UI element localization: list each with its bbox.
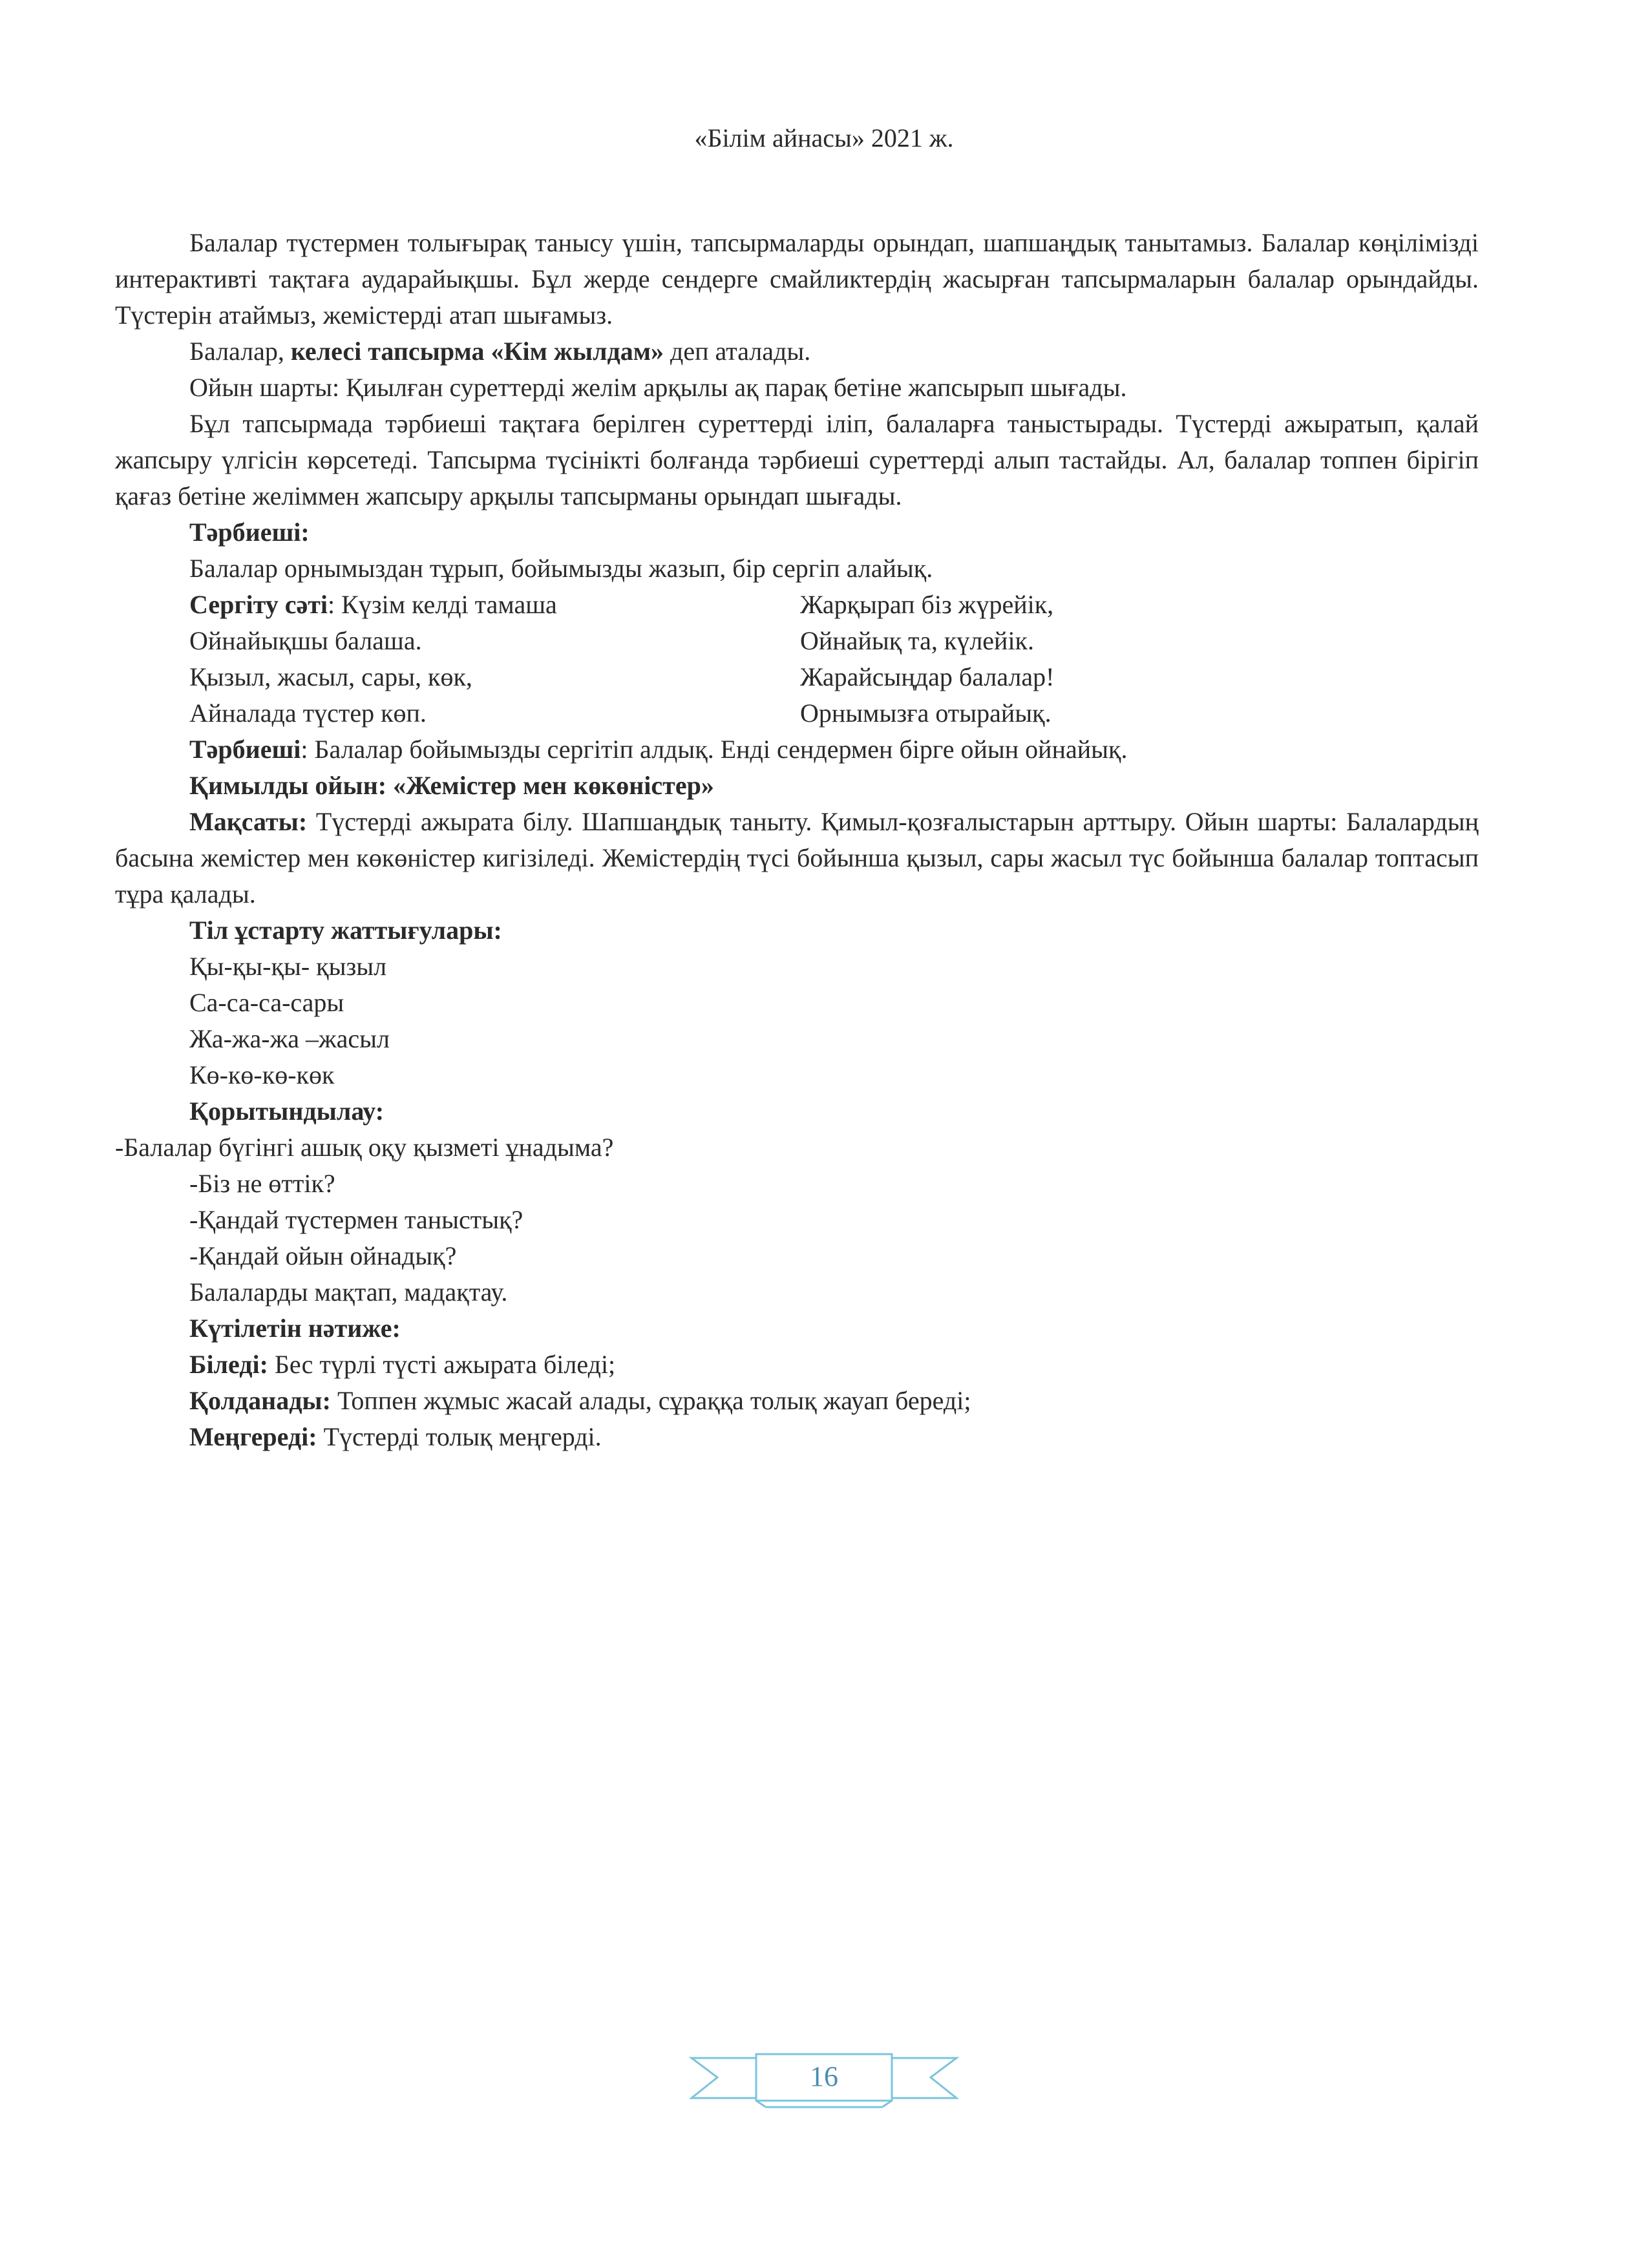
result-item <box>115 1419 1479 1455</box>
label: Қолданады: <box>189 1386 331 1415</box>
poem-line: Айналада түстер көп. <box>189 698 427 728</box>
list-item: Са-са-са-сары <box>189 988 344 1017</box>
text: Түстерді ажырата білу. Шапшаңдық таныту. Қимыл-қозғалыстарын арттыру. Ойын шарты: Балалардың басына жемістер мен көкөністер кигізіледі. Жемістердің түсі бойынша қызыл, сары жасыл түс бойынша балалар топтасып тұра қалады. <box>115 807 1479 908</box>
heading-text: Тіл ұстарту жаттығулары: <box>189 916 502 945</box>
poem-line: Жарқырап біз жүрейік, <box>800 590 1054 619</box>
running-header: «Білім айнасы» 2021 ж. <box>694 123 954 152</box>
page-number-ribbon <box>679 2039 969 2116</box>
poem-label: Сергіту сәті <box>189 590 328 619</box>
task-title: келесі тапсырма «Кім жылдам» <box>290 337 664 366</box>
question: -Қандай ойын ойнадық? <box>189 1241 457 1270</box>
paragraph: Бұл тапсырмада тәрбиеші тақтаға берілген суреттерді іліп, балаларға таныстырады. Түстерді ажыратып, қалай жапсыру үлгісін көрсетеді. Тапсырма түсінікті болғанда тәрбиеші суреттерді алып тастайды. Ал, балалар топпен бірігіп қағаз бетіне желіммен жапсыру арқылы тапсырманы орындап шығады. <box>115 409 1479 510</box>
label: Меңгереді: <box>189 1422 317 1451</box>
section-heading <box>115 1093 1479 1129</box>
list-item: Жа-жа-жа –жасыл <box>189 1024 390 1053</box>
section-heading <box>115 912 1479 949</box>
question: -Біз не өттік? <box>189 1169 335 1198</box>
heading-text: Қорытындылау: <box>189 1097 385 1126</box>
poem-line: Жарайсыңдар балалар! <box>800 662 1055 691</box>
paragraph: Ойын шарты: Қиылған суреттерді желім арқылы ақ парақ бетіне жапсырып шығады. <box>189 373 1127 402</box>
heading-text: Күтілетін нәтиже: <box>189 1314 401 1343</box>
text: деп аталады. <box>664 337 811 366</box>
section-heading <box>115 768 1479 804</box>
heading-text: Қимылды ойын: «Жемістер мен көкөністер» <box>189 771 714 800</box>
text: Бес түрлі түсті ажырата біледі; <box>268 1350 616 1379</box>
poem-right-column <box>800 587 1479 731</box>
poem-line <box>189 587 800 623</box>
poem-line: Орнымызға отырайық. <box>800 698 1051 728</box>
list-item: Кө-кө-кө-көк <box>189 1060 335 1089</box>
paragraph <box>115 333 1479 370</box>
question: -Қандай түстермен таныстық? <box>189 1205 523 1234</box>
paragraph: Балалар орнымыздан тұрып, бойымызды жазып, бір сергіп алайық. <box>189 554 933 583</box>
poem-line: Қызыл, жасыл, сары, көк, <box>189 662 472 691</box>
question: -Балалар бүгінгі ашық оқу қызметі ұнадыма? <box>115 1133 614 1162</box>
paragraph: Балалар түстермен толығырақ танысу үшін, тапсырмаларды орындап, шапшаңдық танытамыз. Балалар көңілімізді интерактивті тақтаға аударайықшы. Бұл жерде сендерге смайликтердің жасырған тапсырмаларын балалар орындайды. Түстерін атаймыз, жемістерді атап шығамыз. <box>115 228 1479 330</box>
poem-text: : Күзім келді тамаша <box>328 590 557 619</box>
heading-text: Тәрбиеші: <box>189 518 310 547</box>
text: Топпен жұмыс жасай алады, сұраққа толық жауап береді; <box>330 1386 971 1415</box>
label: Мақсаты: <box>189 807 308 836</box>
poem-line: Ойнайықшы балаша. <box>189 626 422 655</box>
result-item <box>115 1347 1479 1383</box>
label: Тәрбиеші <box>189 735 301 764</box>
section-heading <box>115 514 1479 551</box>
page-number: 16 <box>810 2061 838 2092</box>
list-item: Қы-қы-қы- қызыл <box>189 952 387 981</box>
paragraph: Балаларды мақтап, мадақтау. <box>189 1277 508 1307</box>
paragraph <box>115 731 1479 768</box>
poem-left-column <box>115 587 800 731</box>
section-heading <box>115 1310 1479 1347</box>
text: Балалар, <box>189 337 291 366</box>
text: Түстерді толық меңгерді. <box>317 1422 602 1451</box>
document-body <box>115 225 1479 1455</box>
paragraph <box>115 804 1479 912</box>
text: : Балалар бойымызды сергітіп алдық. Енді сендермен бірге ойын ойнайық. <box>301 735 1128 764</box>
result-item <box>115 1383 1479 1419</box>
label: Біледі: <box>189 1350 268 1379</box>
poem <box>115 587 1479 731</box>
poem-line: Ойнайық та, күлейік. <box>800 626 1034 655</box>
